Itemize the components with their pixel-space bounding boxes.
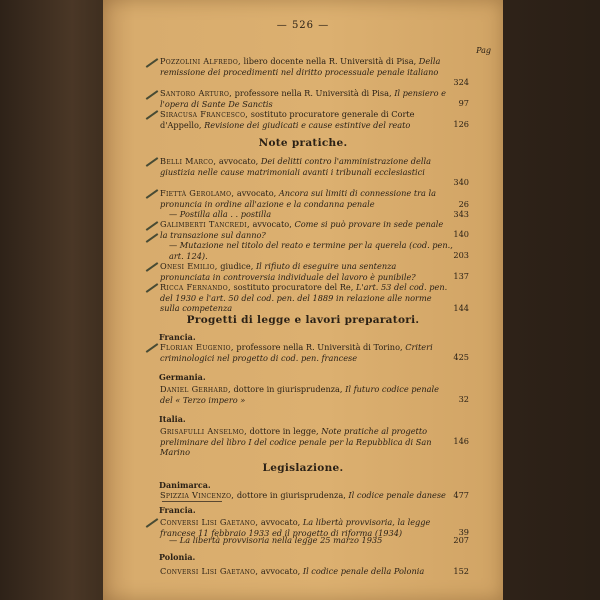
- entry-author: Onesi Emilio,: [160, 261, 218, 271]
- entry-page: 140: [453, 229, 469, 239]
- entry-page: 26: [458, 199, 469, 209]
- entry-title: Il codice penale della Polonia: [302, 566, 425, 576]
- section-title-progetti: Progetti di legge e lavori preparatori.: [186, 314, 420, 326]
- entry-description: dottore in giurisprudenza,: [234, 490, 349, 500]
- entry-author: Florian Eugenio,: [160, 342, 234, 352]
- country-heading: Francia.: [159, 505, 196, 515]
- entry-author: Pozzolini Alfredo,: [160, 56, 241, 66]
- entry-page: 144: [453, 303, 469, 313]
- entry-page: 425: [453, 352, 469, 362]
- entry-title: Il rifiuto di eseguire una sentenza pronunciata in controversia individuale del lavoro è punibile?: [160, 261, 416, 282]
- pencil-check-mark: [146, 90, 159, 100]
- entry-description: sostituto procuratore generale di Corte d'Appello,: [160, 109, 415, 130]
- entry-author: Ricca Fernando,: [160, 282, 231, 292]
- entry-page: 477: [453, 490, 469, 500]
- entry-description: libero docente nella R. Università di Pisa,: [240, 56, 419, 66]
- entry-description: giudice,: [217, 261, 256, 271]
- entry-description: —: [169, 535, 180, 545]
- entry-description: —: [169, 209, 180, 219]
- country-heading: Germania.: [159, 372, 206, 382]
- pencil-check-mark: [146, 189, 159, 199]
- entry-title: Il futuro codice penale del « Terzo impero »: [160, 384, 440, 405]
- entry-description: dottore in giurisprudenza,: [230, 384, 346, 394]
- entry-author: Grisafulli Anselmo,: [160, 426, 248, 436]
- entry-description: avvocato,: [216, 156, 261, 166]
- entry-title: Il pensiero e l'opera di Sante De Sanctis: [160, 88, 446, 109]
- entry-author: Conversi Lisi Gaetano,: [160, 566, 259, 576]
- entry-description: avvocato,: [249, 219, 295, 229]
- entry-description: professore nella R. Università di Torino,: [233, 342, 406, 352]
- entry-title: Della remissione dei procedimenti nel diritto processuale penale italiano: [160, 56, 441, 77]
- entry-title: Postilla alla . . postilla: [179, 209, 272, 219]
- entry-page: 343: [453, 209, 469, 219]
- entry-title: Dei delitti contro l'amministrazione della giustizia nelle cause matrimoniali avanti i tribunali ecclesiastici: [160, 156, 432, 177]
- entry-description: —: [169, 240, 180, 250]
- entry-page: 152: [453, 566, 469, 576]
- pencil-check-mark: [146, 518, 159, 528]
- pencil-check-mark: [146, 343, 159, 353]
- pencil-check-mark: [146, 233, 159, 243]
- entry-title: Mutazione nel titolo del reato e termine per la querela (cod. pen., art. 124).: [169, 240, 453, 261]
- entry-page: 137: [453, 271, 469, 281]
- entry-page: 207: [453, 535, 469, 545]
- page-column-label: Pag: [476, 46, 491, 55]
- entry-description: sostituto procuratore del Re,: [230, 282, 356, 292]
- section-title-legislazione: Legislazione.: [262, 462, 344, 474]
- country-heading: Italia.: [159, 414, 186, 424]
- entry-description: avvocato,: [234, 188, 279, 198]
- entry-title: Ancora sui limiti di connessione tra la pronuncia in ordine all'azione e la condanna penale: [160, 188, 437, 209]
- entry-page: 97: [458, 98, 469, 108]
- pencil-check-mark: [146, 58, 159, 68]
- entry-title: La libertà provvisoria nella legge 25 marzo 1935: [179, 535, 383, 545]
- entry-author: Fiettà Gerolamo,: [160, 188, 235, 198]
- entry-page: 203: [453, 250, 469, 260]
- entry-page: 32: [458, 394, 469, 404]
- entry-page: 340: [453, 177, 469, 187]
- country-heading: Danimarca.: [159, 480, 211, 490]
- entry-title: L'art. 53 del cod. pen. del 1930 e l'art. 50 del cod. pen. del 1889 in relazione alle norme sulla competenza: [160, 282, 448, 313]
- entry-title: Il codice penale danese: [348, 490, 446, 500]
- entry-page: 126: [453, 119, 469, 129]
- entry-title: Revisione dei giudicati e cause estintive del reato: [204, 119, 411, 130]
- entry-title: Come si può provare in sede penale la transazione sul danno?: [160, 219, 444, 240]
- entry-title: Note pratiche al progetto preliminare del libro I del codice penale per la Repubblica di San Marino: [160, 426, 432, 457]
- entry-title: La libertà provvisoria, la legge francese 11 febbraio 1933 ed il progetto di riforma (1934): [160, 517, 431, 538]
- entry-author: Conversi Lisi Gaetano,: [160, 517, 259, 527]
- entry-page: 39: [458, 527, 469, 537]
- country-heading: Polonia.: [159, 552, 196, 562]
- book-page: [103, 0, 503, 600]
- entry-author: Siracusa Francesco,: [160, 109, 249, 119]
- entry-description: avvocato,: [258, 566, 303, 576]
- entry-author: Daniel Gerhard,: [160, 384, 231, 394]
- entry-title: Criteri criminologici nel progetto di cod. pen. francese: [160, 342, 433, 363]
- entry-author: Galimberti Tancredi,: [160, 219, 250, 229]
- country-heading: Francia.: [159, 332, 196, 342]
- pencil-check-mark: [146, 283, 159, 293]
- entry-author: Santoro Arturo,: [160, 88, 233, 98]
- pencil-check-mark: [146, 262, 159, 272]
- section-title-note-pratiche: Note pratiche.: [258, 137, 348, 149]
- pencil-check-mark: [146, 221, 159, 231]
- entry-description: professore nella R. Università di Pisa,: [232, 88, 395, 98]
- pencil-underline: [162, 501, 222, 502]
- pencil-check-mark: [146, 110, 159, 120]
- entry-author: Spizzia Vincenzo,: [160, 490, 235, 500]
- pencil-check-mark: [146, 157, 159, 167]
- entry-author: Belli Marco,: [160, 156, 217, 166]
- entry-page: 324: [453, 77, 469, 87]
- entry-description: dottore in legge,: [247, 426, 322, 436]
- entry-description: avvocato,: [258, 517, 303, 527]
- entry-page: 146: [453, 436, 469, 446]
- page-number: — 526 —: [276, 20, 330, 31]
